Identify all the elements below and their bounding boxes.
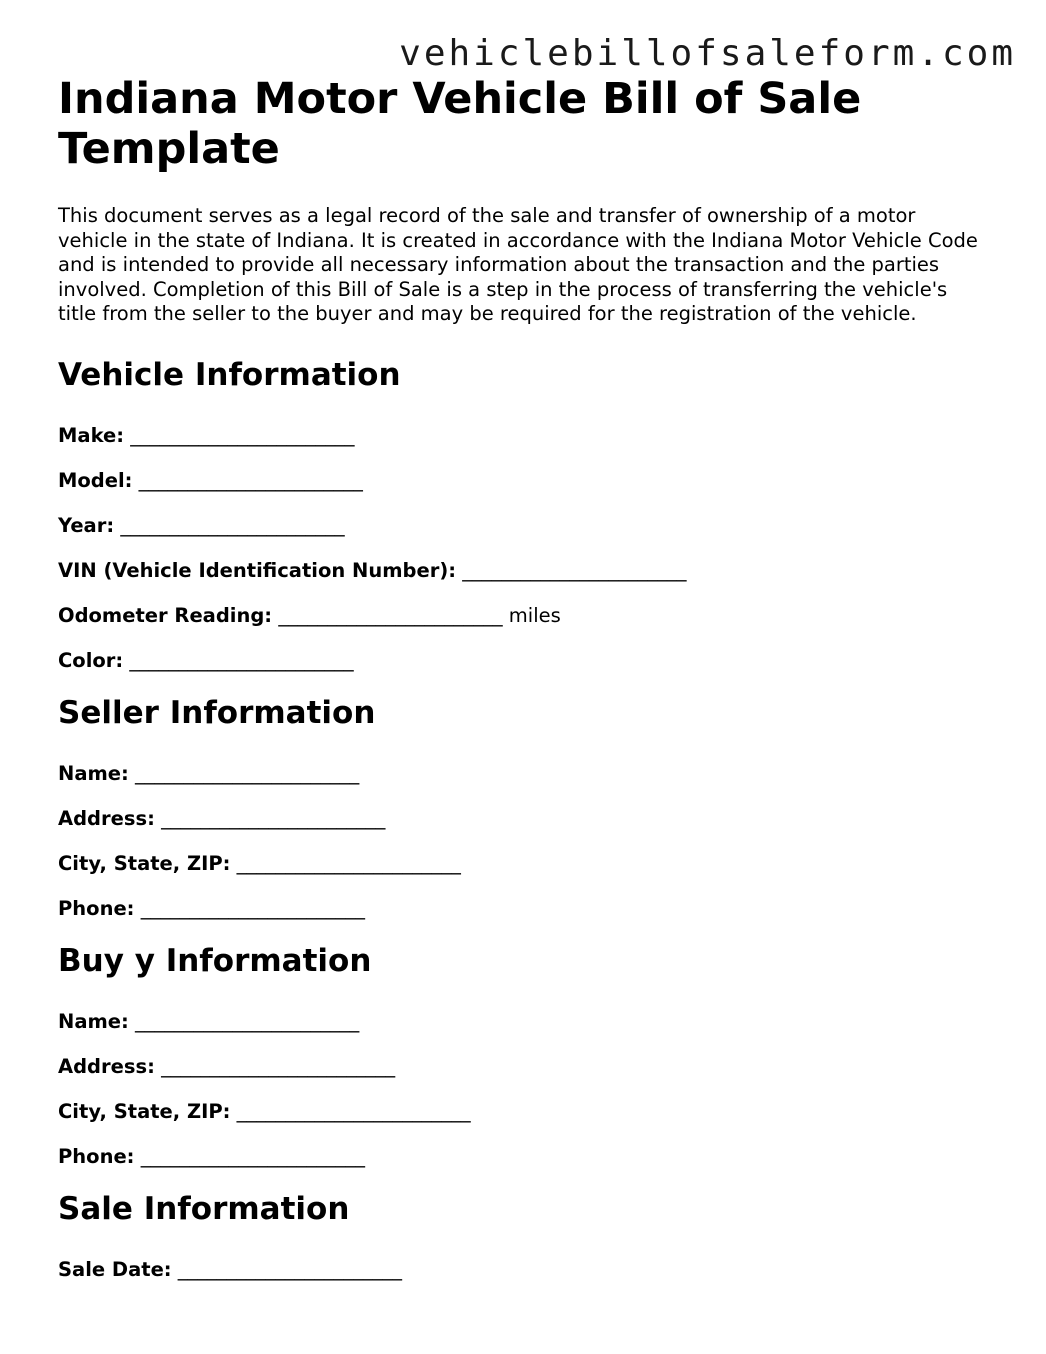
sale-date-field[interactable] [58, 1247, 988, 1292]
sale-fields [58, 1247, 988, 1292]
page-title: Indiana Motor Vehicle Bill of Sale Template [58, 74, 862, 174]
buyer-name-label: Name: [58, 1009, 129, 1033]
buyer-city-label: City, State, ZIP: [58, 1099, 231, 1123]
seller-name-label: Name: [58, 761, 129, 785]
seller-phone-blank: _______________________ [140, 896, 365, 920]
seller-city-label: City, State, ZIP: [58, 851, 231, 875]
make-label: Make: [58, 423, 125, 447]
year-blank: _______________________ [120, 513, 345, 537]
color-label: Color: [58, 648, 124, 672]
make-blank: _______________________ [130, 423, 355, 447]
color-blank: _______________________ [129, 648, 354, 672]
seller-address-field[interactable] [58, 796, 988, 841]
seller-address-blank: _______________________ [161, 806, 386, 830]
buyer-city-field[interactable] [58, 1089, 988, 1134]
sale-section-heading: Sale Information [58, 1190, 350, 1227]
seller-phone-label: Phone: [58, 896, 135, 920]
document-body [58, 74, 988, 1292]
year-field[interactable] [58, 503, 988, 548]
make-field[interactable] [58, 413, 988, 458]
vin-label: VIN (Vehicle Identification Number): [58, 558, 457, 582]
seller-city-blank: _______________________ [236, 851, 461, 875]
vin-field[interactable] [58, 548, 988, 593]
seller-name-field[interactable] [58, 751, 988, 796]
vehicle-section-heading: Vehicle Information [58, 356, 401, 393]
odometer-blank: _______________________ [278, 603, 503, 627]
watermark: vehiclebillofsaleform.com [399, 33, 1016, 74]
buyer-address-blank: ________________________ [161, 1054, 396, 1078]
buyer-name-field[interactable] [58, 999, 988, 1044]
seller-name-blank: _______________________ [135, 761, 360, 785]
buyer-phone-label: Phone: [58, 1144, 135, 1168]
odometer-label: Odometer Reading: [58, 603, 273, 627]
vehicle-fields [58, 413, 988, 683]
seller-address-label: Address: [58, 806, 155, 830]
seller-city-field[interactable] [58, 841, 988, 886]
buyer-address-label: Address: [58, 1054, 155, 1078]
buyer-address-field[interactable] [58, 1044, 988, 1089]
buyer-section-heading: Buy y Information [58, 942, 372, 979]
model-field[interactable] [58, 458, 988, 503]
vin-blank: _______________________ [462, 558, 687, 582]
seller-section-heading: Seller Information [58, 694, 376, 731]
buyer-phone-blank: _______________________ [140, 1144, 365, 1168]
buyer-phone-field[interactable] [58, 1134, 988, 1179]
buyer-name-blank: _______________________ [135, 1009, 360, 1033]
sale-date-label: Sale Date: [58, 1257, 172, 1281]
seller-phone-field[interactable] [58, 886, 988, 931]
seller-fields [58, 751, 988, 931]
odometer-field[interactable] [58, 593, 988, 638]
color-field[interactable] [58, 638, 988, 683]
sale-date-blank: _______________________ [177, 1257, 403, 1281]
buyer-city-blank: ________________________ [236, 1099, 471, 1123]
intro-paragraph: This document serves as a legal record of the sale and transfer of ownership of a motor vehicle in the state of Indiana. It is created in accordance with the Indiana Motor Vehicle Code and is intended to provide all necessary information about the transaction and the parties involved. Completion of this Bill of Sale is a step in the process of transferring the vehicle's title from the seller to the buyer and may be required for the registration of the vehicle. [58, 204, 978, 325]
odometer-unit: miles [508, 603, 561, 627]
model-blank: _______________________ [138, 468, 363, 492]
model-label: Model: [58, 468, 133, 492]
year-label: Year: [58, 513, 115, 537]
buyer-fields [58, 999, 988, 1179]
